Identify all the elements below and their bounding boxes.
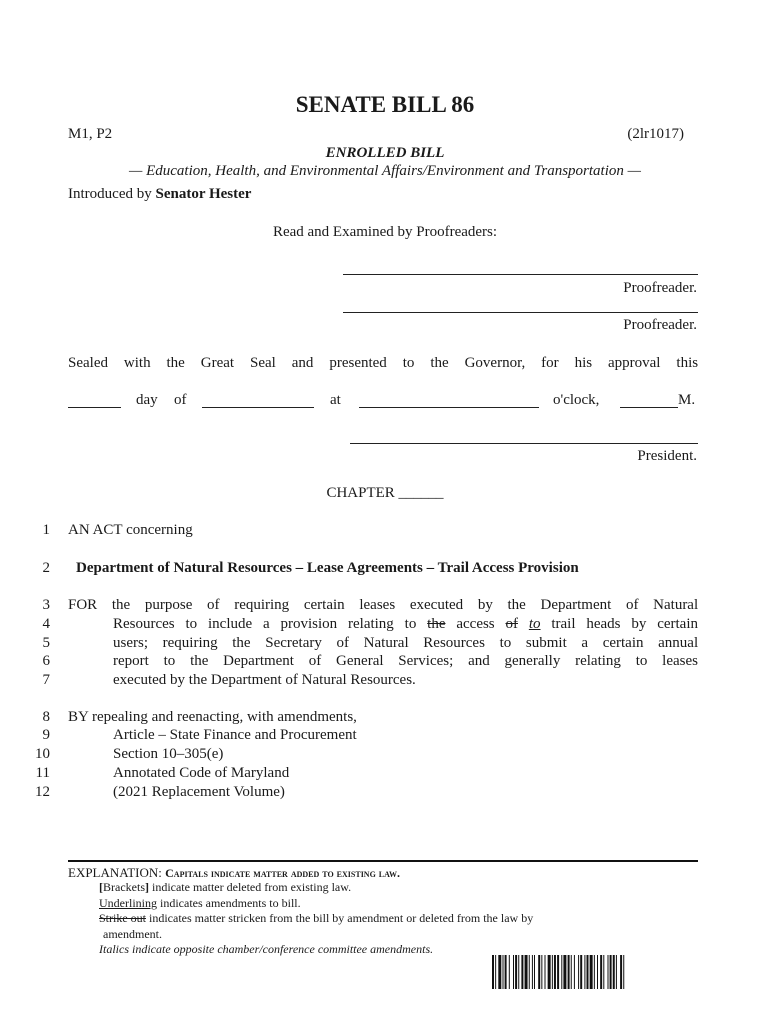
strike-note-continued: amendment.: [103, 927, 162, 941]
line-number: 3: [42, 597, 50, 613]
line-number: 12: [35, 784, 50, 800]
section-line: Section 10–305(e): [113, 746, 224, 762]
volume-line: (2021 Replacement Volume): [113, 784, 285, 800]
line-number: 7: [42, 672, 50, 688]
proofreader-label-1: Proofreader.: [623, 280, 697, 296]
bill-subject: Department of Natural Resources – Lease Agreements – Trail Access Provision: [76, 560, 579, 576]
explanation-label: EXPLANATION:: [68, 865, 162, 880]
line-number: 9: [42, 727, 50, 743]
line-number: 8: [42, 709, 50, 725]
underlining-note: Underlining indicates amendments to bill.: [99, 896, 301, 910]
purpose-line-2: Resources to include a provision relating to the access of to trail heads by certain: [113, 616, 698, 632]
day-word: day: [136, 392, 158, 408]
purpose-line-3: users; requiring the Secretary of Natural Resources to submit a certain annual: [113, 635, 699, 651]
oclock-word: o'clock,: [553, 392, 600, 408]
line-number: 1: [42, 522, 50, 538]
strike-note: Strike out indicates matter stricken from the bill by amendment or deleted from the law by: [99, 911, 534, 925]
line-number: 4: [42, 616, 50, 632]
line-number: 5: [42, 635, 50, 651]
capitals-note: Capitals indicate matter added to existing law.: [165, 866, 401, 880]
line-number: 6: [42, 653, 50, 669]
am-pm-blank: [620, 407, 678, 408]
act-concerning: AN ACT concerning: [68, 522, 193, 538]
italics-note: Italics indicate opposite chamber/conference committee amendments.: [99, 942, 434, 956]
purpose-line-1: FOR the purpose of requiring certain leases executed by the Department of Natural: [68, 597, 699, 613]
chapter-line: CHAPTER ______: [326, 485, 444, 501]
bill-draft-number: (2lr1017): [627, 126, 684, 142]
time-blank: [359, 407, 539, 408]
explanation-divider: [68, 860, 698, 862]
barcode: [492, 955, 680, 989]
code-line: Annotated Code of Maryland: [113, 765, 290, 781]
subject-codes: M1, P2: [68, 126, 113, 142]
brackets-note: [Brackets] indicate matter deleted from existing law.: [99, 880, 352, 894]
introduced-line: [68, 186, 251, 203]
proofreader-signature-line-2: [343, 312, 698, 313]
by-line: BY repealing and reenacting, with amendments,: [68, 709, 357, 725]
line-number: 10: [35, 746, 50, 762]
stricken-word: the: [427, 616, 446, 632]
committees-line: — Education, Health, and Environmental Affairs/Environment and Transportation —: [129, 163, 641, 179]
sponsor-name: Senator Hester: [155, 186, 252, 202]
proofreader-label-2: Proofreader.: [623, 317, 697, 333]
line-number: 11: [35, 765, 50, 781]
president-signature-line: [350, 443, 698, 444]
proofreaders-heading: Read and Examined by Proofreaders:: [272, 224, 498, 240]
purpose-line-4: report to the Department of General Services; and generally relating to leases: [113, 653, 698, 669]
purpose-line-5: executed by the Department of Natural Resources.: [113, 672, 416, 688]
at-word: at: [330, 392, 341, 408]
introduced-prefix: Introduced by: [68, 186, 152, 202]
inserted-word: to: [528, 616, 541, 632]
proofreader-signature-line-1: [343, 274, 698, 275]
explanation-heading: [68, 865, 400, 881]
m-word: M.: [678, 392, 696, 408]
day-blank: [68, 407, 121, 408]
stricken-word: of: [505, 616, 518, 632]
month-blank: [202, 407, 314, 408]
of-word: of: [174, 392, 187, 408]
president-label: President.: [637, 448, 697, 464]
sealed-line: Sealed with the Great Seal and presented to the Governor, for his approval this: [68, 355, 699, 371]
article-line: Article – State Finance and Procurement: [113, 727, 357, 743]
line-number: 2: [42, 560, 50, 576]
enrolled-bill-label: ENROLLED BILL: [325, 145, 445, 161]
bill-title: SENATE BILL 86: [295, 92, 475, 117]
